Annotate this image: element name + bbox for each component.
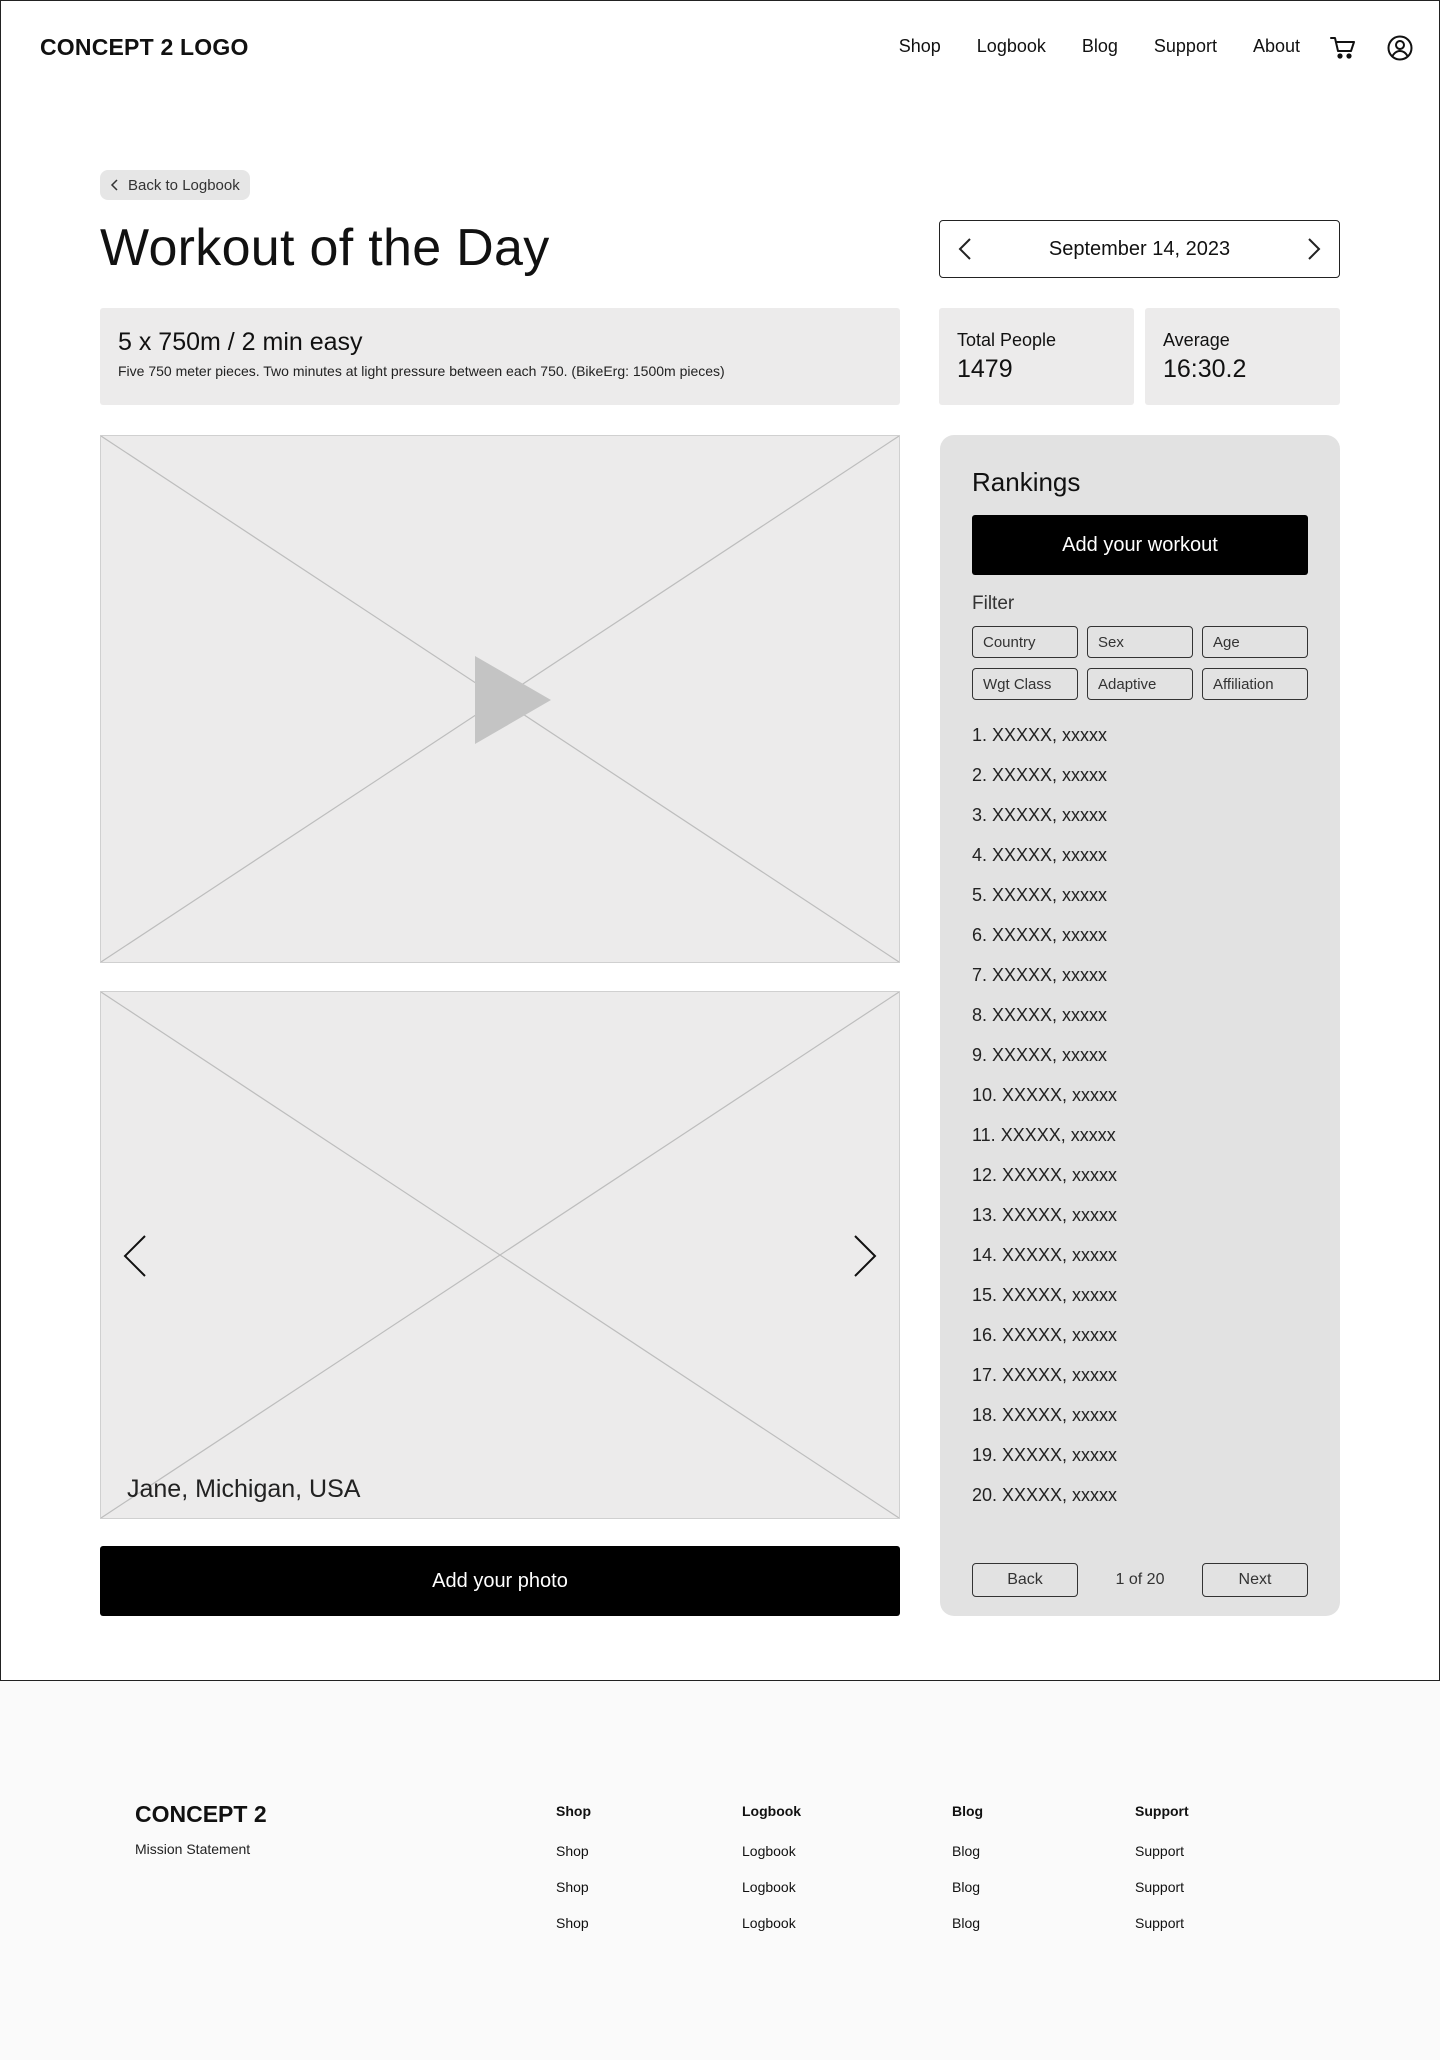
ranking-entry[interactable]: 11. XXXXX, xxxxx [972,1125,1116,1145]
footer-link[interactable]: Logbook [742,1915,796,1931]
previous-date-icon[interactable] [952,235,980,263]
average-label: Average [1163,330,1230,350]
photo-placeholder-graphic [101,992,899,1518]
footer-link[interactable]: Blog [952,1915,981,1931]
footer-link[interactable]: Blog [952,1843,981,1859]
ranking-entry[interactable]: 10. XXXXX, xxxxx [972,1085,1118,1105]
nav-about[interactable]: About [1252,36,1300,56]
pager-back-button[interactable]: Back [972,1563,1078,1597]
ranking-entry[interactable]: 7. XXXXX, xxxxx [972,965,1108,985]
ranking-entry[interactable]: 6. XXXXX, xxxxx [972,925,1108,945]
play-icon[interactable] [475,656,551,744]
ranking-entry[interactable]: 18. XXXXX, xxxxx [972,1405,1118,1425]
footer-column-blog [952,1803,983,1951]
add-workout-button[interactable]: Add your workout [972,515,1308,575]
average-card [1145,308,1340,405]
footer-link[interactable]: Shop [556,1915,589,1931]
user-account-icon[interactable] [1386,34,1414,62]
ranking-entry[interactable]: 3. XXXXX, xxxxx [972,805,1108,825]
footer-column-support [1135,1803,1189,1951]
ranking-entry[interactable]: 1. XXXXX, xxxxx [972,725,1108,745]
nav-support[interactable]: Support [1153,36,1217,56]
rankings-list [972,725,1117,1525]
pager-page-info: 1 of 20 [1115,1571,1165,1588]
footer-link[interactable]: Shop [556,1843,589,1859]
nav-blog[interactable]: Blog [1081,36,1118,56]
filter-sex[interactable]: Sex [1087,626,1193,658]
nav-logbook[interactable]: Logbook [976,36,1046,56]
cart-icon[interactable] [1329,34,1357,62]
page-title: Workout of the Day [100,219,550,277]
ranking-entry[interactable]: 14. XXXXX, xxxxx [972,1245,1118,1265]
ranking-entry[interactable]: 13. XXXXX, xxxxx [972,1205,1118,1225]
filter-country[interactable]: Country [972,626,1078,658]
footer-column-heading: Blog [952,1803,984,1819]
photo-caption: Jane, Michigan, USA [127,1475,361,1503]
rankings-title: Rankings [972,467,1081,497]
date-selector [939,220,1340,278]
back-link-label: Back to Logbook [128,176,240,194]
footer-column-logbook [742,1803,801,1951]
ranking-entry[interactable]: 19. XXXXX, xxxxx [972,1445,1118,1465]
site-logo[interactable]: CONCEPT 2 LOGO [40,34,249,60]
filter-affiliation[interactable]: Affiliation [1202,668,1308,700]
ranking-entry[interactable]: 8. XXXXX, xxxxx [972,1005,1108,1025]
footer-column-heading: Logbook [742,1803,802,1819]
footer-column-heading: Shop [556,1803,591,1819]
average-value: 16:30.2 [1163,355,1247,383]
carousel-previous-icon[interactable] [121,1232,151,1280]
workout-name: 5 x 750m / 2 min easy [118,328,363,356]
footer-link[interactable]: Logbook [742,1843,796,1859]
ranking-entry[interactable]: 2. XXXXX, xxxxx [972,765,1108,785]
footer-column-heading: Support [1135,1803,1189,1819]
workout-description-card [100,308,900,405]
ranking-entry[interactable]: 12. XXXXX, xxxxx [972,1165,1118,1185]
main-nav [899,36,1300,57]
site-footer [0,1680,1440,2060]
total-people-card [939,308,1134,405]
ranking-entry[interactable]: 16. XXXXX, xxxxx [972,1325,1118,1345]
footer-brand: CONCEPT 2 [135,1801,267,1827]
current-date: September 14, 2023 [1048,237,1231,260]
ranking-entry[interactable]: 4. XXXXX, xxxxx [972,845,1108,865]
filter-weight-class[interactable]: Wgt Class [972,668,1078,700]
next-date-icon[interactable] [1299,235,1327,263]
ranking-entry[interactable]: 9. XXXXX, xxxxx [972,1045,1108,1065]
workout-description: Five 750 meter pieces. Two minutes at light pressure between each 750. (BikeErg: 1500m pieces) [118,363,725,379]
filter-adaptive[interactable]: Adaptive [1087,668,1193,700]
site-header [0,0,1440,96]
add-photo-button[interactable]: Add your photo [100,1546,900,1616]
total-people-value: 1479 [957,355,1013,383]
ranking-entry[interactable]: 15. XXXXX, xxxxx [972,1285,1118,1305]
footer-link[interactable]: Logbook [742,1879,796,1895]
carousel-next-icon[interactable] [849,1232,879,1280]
back-to-logbook-link[interactable] [100,170,250,200]
ranking-entry[interactable]: 17. XXXXX, xxxxx [972,1365,1118,1385]
ranking-entry[interactable]: 5. XXXXX, xxxxx [972,885,1108,905]
total-people-label: Total People [957,330,1057,350]
footer-link[interactable]: Blog [952,1879,981,1895]
rankings-pager [972,1563,1308,1597]
filter-age[interactable]: Age [1202,626,1308,658]
footer-link[interactable]: Support [1135,1843,1185,1859]
rankings-panel [940,435,1340,1616]
pager-next-button[interactable]: Next [1202,1563,1308,1597]
filter-group [972,626,1308,700]
nav-shop[interactable]: Shop [898,36,941,56]
photo-carousel [100,991,900,1519]
footer-link[interactable]: Shop [556,1879,589,1895]
video-player[interactable] [100,435,900,963]
footer-link[interactable]: Support [1135,1915,1185,1931]
footer-link[interactable]: Support [1135,1879,1185,1895]
footer-mission: Mission Statement [135,1841,251,1857]
ranking-entry[interactable]: 20. XXXXX, xxxxx [972,1485,1118,1505]
filter-label: Filter [972,593,1015,614]
chevron-left-icon [108,178,122,192]
footer-column-shop [556,1803,591,1951]
